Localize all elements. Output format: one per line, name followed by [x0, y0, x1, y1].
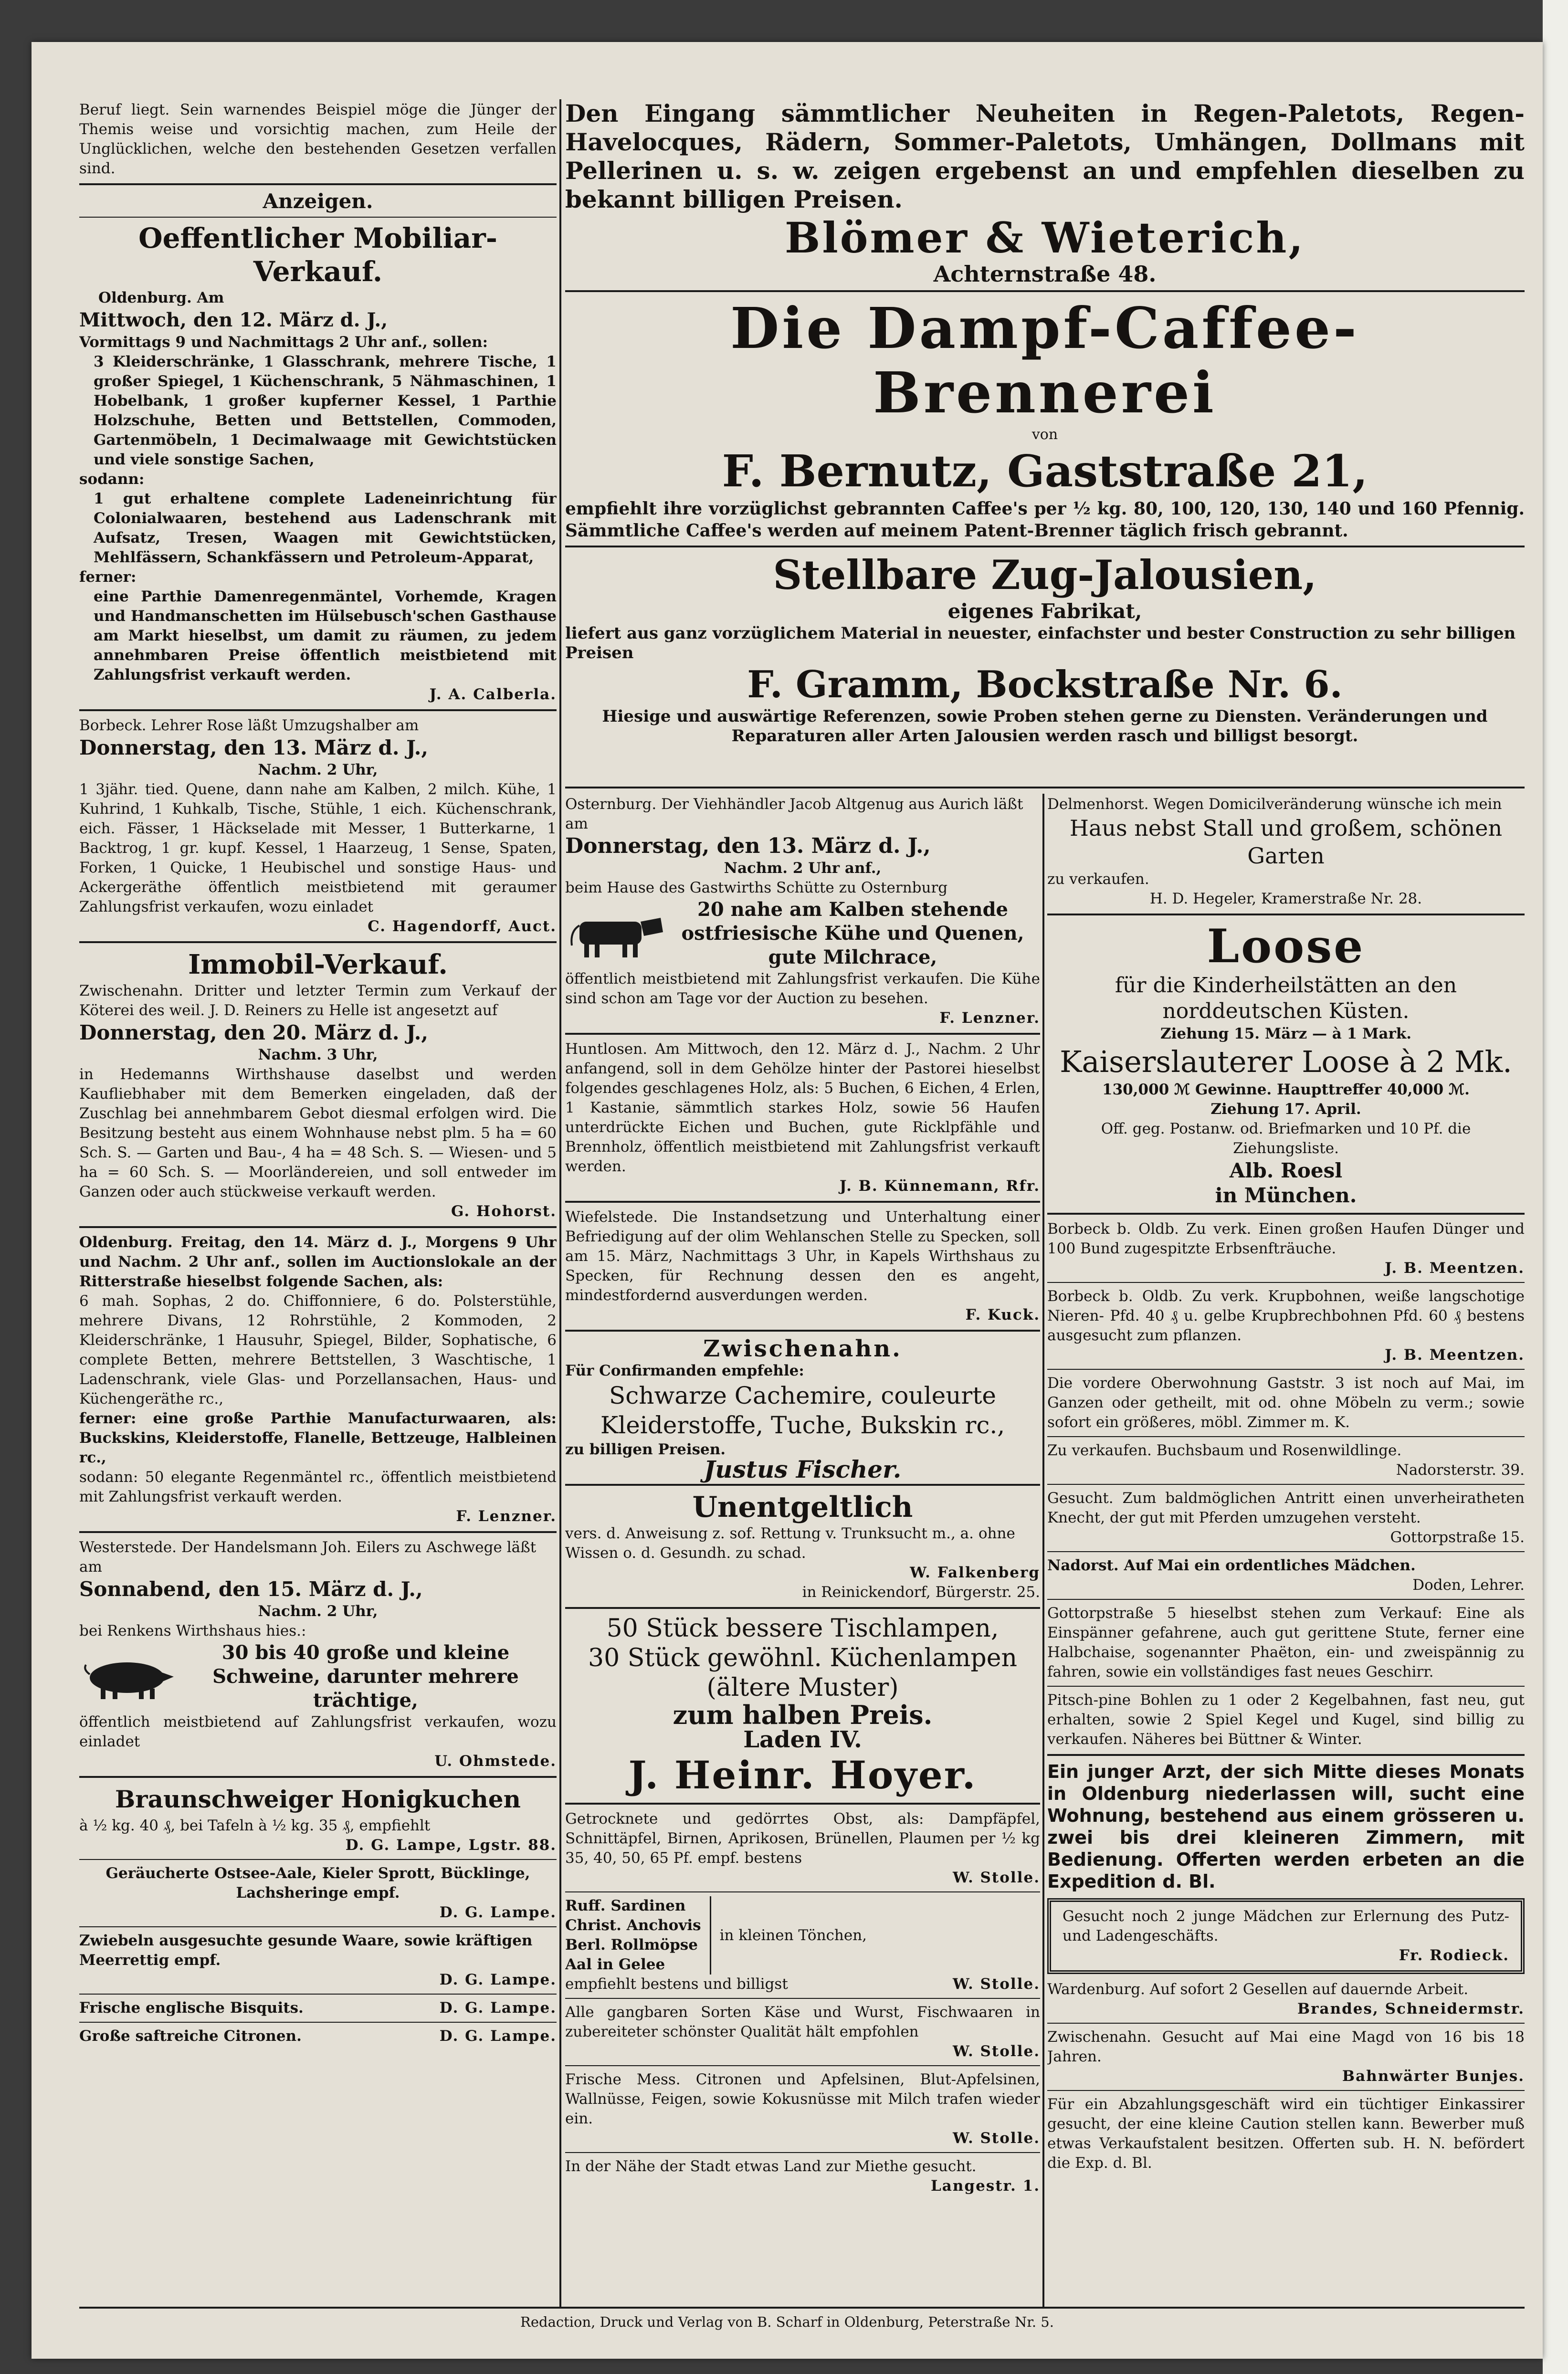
divider: [79, 1531, 557, 1533]
divider: [79, 183, 557, 185]
ad-signature: Fr. Rodieck.: [1399, 1947, 1509, 1964]
ad-signature: W. Stolle.: [952, 2043, 1040, 2060]
ad-lead: Für Confirmanden empfehle:: [565, 1362, 804, 1379]
ad-borbeck-rose: [79, 715, 557, 937]
ad-dampf-von: von: [1031, 426, 1058, 443]
ad-time: Nachm. 2 Uhr,: [258, 761, 378, 778]
column-rule: [559, 99, 561, 2307]
ad-buchsbaum: [1047, 1440, 1525, 1481]
pig-row: [79, 1641, 557, 1712]
ad-sodann: sodann: 50 elegante Regenmäntel rc., öffentlich meistbietend mit Zahlungsfrist verkauft werden.: [79, 1469, 557, 1505]
ad-signature: J. B. Künnemann, Rfr.: [839, 1177, 1040, 1195]
ad-citronen: [79, 2026, 557, 2047]
fisch-footer: [565, 1975, 1040, 1994]
ad-nadorst: [1047, 1555, 1525, 1596]
ad-signature: D. G. Lampe.: [439, 1904, 557, 1921]
divider: [565, 1201, 1040, 1203]
ad-signature: C. Hagendorff, Auct.: [368, 918, 557, 935]
ad-mobiliar: [79, 221, 557, 705]
ad-date: Sonnabend, den 15. März d. J.,: [79, 1577, 423, 1601]
ad-title: Braunschweiger Honigkuchen: [115, 1785, 521, 1813]
ad-gottorp: Gottorpstraße 5 hieselbst stehen zum Verkauf: Eine als Einspänner gefahrene, auch gut gerittene Stute, ferner eine Halbchaise, sogenannter Phaëton, ein- und zweispännig zu fahren, sowie ein vollständiges fast neues Geschirr.: [1047, 1605, 1525, 1681]
divider: [565, 1891, 1040, 1892]
ad-lead: Osternburg. Der Viehhändler Jacob Altgenug aus Aurich läßt am: [565, 796, 1023, 832]
ad-arzt: Ein junger Arzt, der sich Mitte dieses Monats in Oldenburg niederlassen will, sucht eine Wohnung, bestehend aus einem grösseren u. zwei bis drei kleineren Zimmern, mit Bedienung. Offerten werden erbeten an die Expedition d. Bl.: [1047, 1761, 1525, 1892]
divider: [565, 1803, 1040, 1805]
ad-obst: [565, 1808, 1040, 1889]
ad-dampf-name: F. Bernutz, Gaststraße 21,: [722, 445, 1368, 497]
ad-text: Zwiebeln ausgesuchte gesunde Waare, sowie kräftigen Meerrettig empf.: [79, 1932, 533, 1969]
ad-signature: D. G. Lampe.: [439, 2027, 557, 2045]
intro-text: Beruf liegt. Sein warnendes Beispiel möge die Jünger der Themis weise und vorsichtig machen, zum Heile der Unglücklichen, welche den bestehenden Gesetzen verfallen sind.: [79, 101, 557, 177]
ad-zwischenahn-fischer: [565, 1335, 1040, 1483]
fisch-side: in kleinen Tönchen,: [719, 1926, 867, 1944]
ad-zwischenahn-magd: [1047, 2027, 1525, 2087]
ad-wardenburg: [1047, 1979, 1525, 2020]
ad-signature: W. Stolle.: [952, 1869, 1040, 1886]
ad-rodieck: [1047, 1898, 1525, 1974]
divider: [565, 1484, 1040, 1486]
ad-text: Frische Mess. Citronen und Apfelsinen, Blut-Apfelsinen, Wallnüsse, Feigen, sowie Kokusnüsse mit Milch trafen wieder ein.: [565, 2071, 1040, 2127]
ad-lead: Oldenburg. Freitag, den 14. März d. J., Morgens 9 Uhr und Nachm. 2 Uhr anf., sollen im Auctionslokale an der Ritterstraße hieselbst folgende Sachen, als:: [79, 1234, 557, 1290]
ad-kaese: [565, 2002, 1040, 2062]
ad-items: 1 gut erhaltene complete Ladeneinrichtung für Colonialwaaren, bestehend aus Ladenschrank mit Aufsatz, Tresen, Waagen mit Gewichtstücken, Mehlfässern, Schankfässern und Petroleum-Apparat,: [94, 490, 557, 566]
ad-text: Delmenhorst. Wegen Domicilveränderung wünsche ich mein: [1047, 796, 1502, 813]
fisch-row: [565, 1896, 1040, 1975]
ad-signature: D. G. Lampe, Lgstr. 88.: [345, 1837, 557, 1854]
divider: [1047, 914, 1525, 915]
ad-text: Off. geg. Postanw. od. Briefmarken und 10 Pf. die Ziehungsliste.: [1101, 1120, 1471, 1157]
ad-westerstede: [79, 1537, 557, 1772]
divider: [565, 787, 1525, 788]
divider: [79, 709, 557, 711]
divider: [79, 941, 557, 943]
ad-text: zu verkaufen.: [1047, 871, 1149, 888]
ad-text: Zwischenahn. Gesucht auf Mai eine Magd von 16 bis 18 Jahren.: [1047, 2028, 1525, 2065]
anzeigen-heading: Anzeigen.: [263, 189, 373, 213]
divider: [79, 1859, 557, 1860]
divider: [1047, 1551, 1525, 1552]
ad-signature: Doden, Lehrer.: [1412, 1576, 1525, 1594]
fisch-list: [565, 1896, 711, 1975]
ad-date: Donnerstag, den 13. März d. J.,: [79, 736, 428, 759]
ad-loose: [1047, 919, 1525, 1209]
ad-lead: Borbeck. Lehrer Rose läßt Umzugshalber am: [79, 717, 419, 734]
ad-abzahlung: Für ein Abzahlungsgeschäft wird ein tüchtiger Einkassirer gesucht, der eine kleine Caution stellen kann. Bewerber muß etwas Verkaufstalent besitzen. Offerten sub. H. N. befördert die Exp. d. Bl.: [1047, 2096, 1525, 2172]
ad-signature: F. Lenzner.: [939, 1009, 1040, 1027]
ad-goods: Schwarze Cachemire, couleurte Kleiderstoffe, Tuche, Bukskin rc.,: [600, 1382, 1005, 1439]
ad-draw: Ziehung 17. April.: [1210, 1101, 1361, 1118]
ad-signature: J. A. Calberla.: [429, 686, 557, 703]
ad-time: Nachm. 3 Uhr,: [258, 1046, 378, 1063]
ad-items: 3 Kleiderschränke, 1 Glasschrank, mehrere Tische, 1 großer Spiegel, 1 Küchenschrank, 5 Nähmaschinen, 1 Hobelbank, 1 großer kupferner Kessel, 1 Parthie Holzschuhe, Betten und Bettstellen, Commoden, Gartenmöbeln, 1 Decimalwaage mit Gewichtstücken und viele sonstige Sachen,: [94, 353, 557, 468]
ad-hoyer: J. Heinr. Hoyer.: [628, 1753, 977, 1797]
divider: [565, 2065, 1040, 2066]
ad-citronen-stolle: [565, 2069, 1040, 2149]
ad-text: Gesucht. Zum baldmöglichen Antritt einen unverheiratheten Knecht, der gut mit Pferden umzugehen versteht.: [1047, 1490, 1525, 1526]
divider: [565, 290, 1525, 292]
ad-signature: Langestr. 1.: [930, 2177, 1040, 2195]
ad-text: öffentlich meistbietend mit Zahlungsfrist verkaufen. Die Kühe sind schon am Tage vor der Auction zu besehen.: [565, 970, 1040, 1007]
ad-line: zum halben Preis.: [673, 1700, 933, 1730]
ad-address: in Reinickendorf, Bürgerstr. 25.: [802, 1584, 1040, 1601]
ad-zwiebeln: [79, 1930, 557, 1991]
ad-roesl: Alb. Roesl: [1229, 1159, 1343, 1182]
column-right: [1047, 794, 1525, 2307]
ad-text: Nadorst. Auf Mai ein ordentliches Mädchen.: [1047, 1557, 1416, 1574]
ad-goods: 30 bis 40 große und kleine Schweine, darunter mehrere trächtige,: [212, 1641, 519, 1712]
ad-signature: Gottorpstraße 15.: [1390, 1529, 1525, 1546]
ad-fisch: [565, 1895, 1040, 1995]
ad-unentgeltlich: [565, 1490, 1040, 1603]
ad-text: Gesucht noch 2 junge Mädchen zur Erlernung des Putz- und Ladengeschäfts.: [1063, 1908, 1509, 1944]
ad-lead: Zwischenahn. Dritter und letzter Termin zum Verkauf der Köterei des weil. J. D. Reiners zu Helle ist angesetzt auf: [79, 982, 557, 1019]
ad-signature: Brandes, Schneidermstr.: [1297, 2000, 1525, 2017]
ad-place: beim Hause des Gastwirths Schütte zu Osternburg: [565, 879, 948, 896]
ad-signature: H. D. Hegeler, Kramerstraße Nr. 28.: [1149, 890, 1422, 907]
ad-delmenhorst: [1047, 794, 1525, 910]
ad-dampf-title: Die Dampf-Caffee-Brennerei: [730, 295, 1359, 426]
divider: [1047, 1369, 1525, 1370]
ad-text: Zu verkaufen. Buchsbaum und Rosenwildlinge.: [1047, 1442, 1402, 1459]
ad-osternburg: [565, 794, 1040, 1029]
ad-text: à ½ kg. 40 ₰, bei Tafeln à ½ kg. 35 ₰, empfiehlt: [79, 1817, 431, 1834]
ad-signature: Justus Fischer.: [704, 1455, 902, 1483]
ad-signature: W. Falkenberg: [910, 1564, 1040, 1581]
ad-bloemer-address: Achternstraße 48.: [933, 261, 1157, 287]
ad-text: Borbeck b. Oldb. Zu verk. Einen großen Haufen Dünger und 100 Bund zugespitzte Erbsenfträuche.: [1047, 1220, 1525, 1257]
ad-time: Nachm. 2 Uhr anf.,: [724, 860, 882, 877]
ad-aale: [79, 1863, 557, 1923]
ad-signature: D. G. Lampe.: [439, 1971, 557, 1988]
ad-title: Oeffentlicher Mobiliar-Verkauf.: [138, 222, 497, 288]
ad-text: Alle gangbaren Sorten Käse und Wurst, Fischwaaren in zubereiteter schönster Qualität hält empfohlen: [565, 2004, 1040, 2040]
ad-title: Immobil-Verkauf.: [188, 949, 448, 980]
cow-row: [565, 898, 1040, 969]
column-middle: [565, 794, 1040, 2307]
ad-city: in München.: [1215, 1184, 1357, 1207]
ad-jalousien-title: Stellbare Zug-Jalousien,: [773, 551, 1317, 599]
ad-title: Unentgeltlich: [692, 1491, 913, 1524]
ad-ferner: ferner:: [79, 568, 137, 586]
ad-text: Huntlosen. Am Mittwoch, den 12. März d. J., Nachm. 2 Uhr anfangend, soll in dem Gehölze hinter der Pastorei hieselbst folgendes geschlagenes Holz, als: 5 Buchen, 6 Eichen, 4 Erlen, 1 Kastanie, sämmtlich starkes Holz, sowie 56 Haufen unterdrückte Eichen und Buchen, gute Ricklpfähle und Brennholz, öffentlich meistbietend mit Zahlungsfrist verkauft werden.: [565, 1040, 1040, 1175]
ad-kaiserslautern: Kaiserslauterer Loose à 2 Mk.: [1060, 1044, 1512, 1079]
ad-time: Nachm. 2 Uhr,: [258, 1603, 378, 1620]
ad-price: zu billigen Preisen.: [565, 1441, 726, 1458]
pig-icon: [79, 1653, 175, 1701]
ad-text: Wiefelstede. Die Instandsetzung und Unterhaltung einer Befriedigung auf der olim Wehlanschen Stelle zu Specken, soll am 15. März, Nachmittags 3 Uhr, in Kapels Wirthshaus zu Specken, für Rechnung dessen den es angeht, mindestfordernd ausverdungen werden.: [565, 1208, 1040, 1304]
ad-text: Wardenburg. Auf sofort 2 Gesellen auf dauernde Arbeit.: [1047, 1981, 1469, 1998]
list-item: Ruff. Sardinen: [565, 1897, 686, 1914]
ad-huntlosen: [565, 1039, 1040, 1197]
ad-text: In der Nähe der Stadt etwas Land zur Miethe gesucht.: [565, 2158, 977, 2175]
ad-text: 6 mah. Sophas, 2 do. Chiffonniere, 6 do. Polsterstühle, mehrere Divans, 12 Rohrstühle, 2 Kommoden, 2 Kleiderschränke, 1 Hausuhr, Spiegel, Bilder, Sophatische, 6 complete Betten, mehrere Bettstellen, 3 Waschtische, 1 Ladenschrank, viele Glas- und Porzellansachen, Haus- und Küchengeräthe rc.,: [79, 1292, 557, 1408]
divider: [79, 1226, 557, 1228]
divider: [565, 1330, 1040, 1332]
ad-prize: 130,000 ℳ Gewinne. Haupttreffer 40,000 ℳ.: [1102, 1081, 1470, 1098]
ad-borbeck-bohnen: [1047, 1286, 1525, 1366]
ad-sub: für die Kinderheilstätten an den norddeutschen Küsten.: [1115, 973, 1457, 1023]
newspaper-page: [32, 42, 1543, 2359]
ad-line: 30 Stück gewöhnl. Küchenlampen: [588, 1644, 1017, 1672]
ad-place: Oldenburg. Am: [98, 289, 224, 306]
ad-line: (ältere Muster): [706, 1673, 899, 1702]
divider: [79, 1994, 557, 1995]
divider: [79, 217, 557, 218]
ad-text: Frische englische Bisquits.: [79, 1999, 304, 2017]
ad-oldenburg-auction: [79, 1232, 557, 1527]
ad-date: Donnerstag, den 20. März d. J.,: [79, 1021, 428, 1044]
ad-text: Borbeck b. Oldb. Zu verk. Krupbohnen, weiße langschotige Nieren- Pfd. 40 ₰ u. gelbe Krupbrechbohnen Pfd. 60 ₰ bestens ausgesucht zum pflanzen.: [1047, 1288, 1525, 1344]
ad-wiefelstede: [565, 1207, 1040, 1326]
ad-honigkuchen: [79, 1782, 557, 1856]
ad-time: Vormittags 9 und Nachmittags 2 Uhr anf., sollen:: [79, 334, 488, 351]
ad-text: vers. d. Anweisung z. sof. Rettung v. Trunksucht m., a. ohne Wissen o. d. Gesundh. zu schad.: [565, 1525, 1015, 1562]
divider: [565, 1033, 1040, 1035]
ad-jalousien-text: liefert aus ganz vorzüglichem Material in neuester, einfachster und bester Construction zu sehr billigen Preisen: [565, 624, 1516, 662]
ad-items: eine Parthie Damenregenmäntel, Vorhemde, Kragen und Handmanschetten im Hülsebusch'schen Gasthause am Markt hieselbst, um damit zu räumen, zu jedem annehmbaren Preise öffentlich meistbietend mit Zahlungsfrist verkauft werden.: [94, 588, 557, 683]
divider: [79, 2022, 557, 2023]
divider: [565, 546, 1525, 547]
ad-text: empfiehlt bestens und billigst: [565, 1975, 788, 1993]
ad-text: öffentlich meistbietend auf Zahlungsfrist verkaufen, wozu einladet: [79, 1713, 557, 1750]
ad-signature: U. Ohmstede.: [434, 1753, 557, 1770]
column-left: [79, 99, 557, 2307]
divider: [79, 1926, 557, 1927]
ad-date: Donnerstag, den 13. März d. J.,: [565, 834, 931, 858]
ad-immobil: [79, 947, 557, 1222]
divider: [1047, 1484, 1525, 1485]
ad-date: Mittwoch, den 12. März d. J.,: [79, 309, 388, 331]
ad-text: Große saftreiche Citronen.: [79, 2027, 302, 2045]
ad-jalousien-text2: Hiesige und auswärtige Referenzen, sowie Proben stehen gerne zu Diensten. Veränderungen und Reparaturen aller Arten Jalousien werden rasch und billigst besorgt.: [602, 707, 1488, 746]
ad-title: Loose: [1207, 919, 1365, 973]
list-item: Berl. Rollmöpse: [565, 1936, 698, 1954]
divider: [1047, 1754, 1525, 1756]
top-ads: [565, 99, 1525, 791]
ad-goods: Haus nebst Stall und großem, schönen Garten: [1069, 815, 1503, 869]
divider: [565, 2152, 1040, 2153]
ad-jalousien-sub: eigenes Fabrikat,: [947, 599, 1142, 623]
ad-signature: Nadorsterstr. 39.: [1396, 1461, 1525, 1479]
ad-signature: F. Lenzner.: [456, 1508, 557, 1525]
imprint: Redaction, Druck und Verlag von B. Scharf in Oldenburg, Peterstraße Nr. 5.: [520, 2314, 1054, 2330]
list-item: Aal in Gelee: [565, 1956, 665, 1973]
ad-draw: Ziehung 15. März — à 1 Mark.: [1160, 1025, 1412, 1042]
ad-signature: D. G. Lampe.: [439, 1999, 557, 2017]
ad-text: Getrocknete und gedörrtes Obst, als: Dampfäpfel, Schnittäpfel, Birnen, Aprikosen, Brünellen, Plaumen per ½ kg 35, 40, 50, 65 Pf. empf. bestens: [565, 1810, 1040, 1867]
ad-text: in Hedemanns Wirthshause daselbst und werden Kaufliebhaber mit dem Bemerken eingeladen, daß der Zuschlag bei annehmbarem Gebot diesmal erfolgen wird. Die Besitzung besteht aus einem Wohnhause nebst plm. 5 ha = 60 Sch. S. — Garten und Bau-, 4 ha = 48 Sch. S. — Wiesen- und 5 ha = 60 Sch. S. — Moorländereien, und soll entweder im Ganzen oder auch stückweise verkauft werden.: [79, 1066, 557, 1200]
ad-oberwohnung: Die vordere Oberwohnung Gaststr. 3 ist noch auf Mai, im Ganzen oder getheilt, mit od. ohne Möbeln zu verm.; sowie sofort ein größeres, möbl. Zimmer m. K.: [1047, 1375, 1525, 1431]
ad-land: [565, 2156, 1040, 2197]
ad-signature: Bahnwärter Bunjes.: [1342, 2068, 1525, 2085]
divider: [1047, 1599, 1525, 1600]
ad-title: Zwischenahn.: [703, 1335, 902, 1362]
divider: [1047, 1282, 1525, 1283]
divider: [1047, 1686, 1525, 1687]
ad-bloemer-name: Blömer & Wieterich,: [784, 213, 1305, 263]
ad-sodann: sodann:: [79, 471, 145, 488]
ad-lampen: [565, 1613, 1040, 1799]
page-edge: [1543, 0, 1568, 2374]
divider: [79, 1776, 557, 1778]
divider: [1047, 2023, 1525, 2024]
column-rule: [1042, 794, 1044, 2307]
divider: [1047, 1213, 1525, 1215]
ad-regen: Den Eingang sämmtlicher Neuheiten in Regen-Paletots, Regen-Havelocques, Rädern, Sommer-Paletots, Umhängen, Dollmans mit Pellerinen u. s. w. zeigen ergebenst an und empfehlen dieselben zu bekannt billigen Preisen.: [565, 99, 1525, 213]
divider: [79, 2307, 1525, 2309]
ad-bisquits: [79, 1997, 557, 2019]
ad-signature: J. B. Meentzen.: [1385, 1346, 1525, 1364]
divider: [1047, 2090, 1525, 2091]
ad-signature: J. B. Meentzen.: [1385, 1260, 1525, 1277]
ad-line: 50 Stück bessere Tischlampen,: [606, 1614, 999, 1643]
ad-text: Geräucherte Ostsee-Aale, Kieler Sprott, Bücklinge, Lachsheringe empf.: [105, 1865, 530, 1901]
ad-lead: Westerstede. Der Handelsmann Joh. Eilers zu Aschwege läßt am: [79, 1539, 537, 1576]
divider: [565, 1998, 1040, 1999]
divider: [1047, 1436, 1525, 1437]
ad-signature: G. Hohorst.: [451, 1203, 557, 1220]
ad-dampf-text: empfiehlt ihre vorzüglichst gebrannten Caffee's per ½ kg. 80, 100, 120, 130, 140 und 160 Pfennig. Sämmtliche Caffee's werden auf meinem Patent-Brenner täglich frisch gebrannt.: [565, 499, 1525, 541]
ad-text: 1 3jähr. tied. Quene, dann nahe am Kalben, 2 milch. Kühe, 1 Kuhrind, 1 Kuhkalb, Tische, Stühle, 1 eich. Küchenschrank, eich. Fässer, 1 Häckselade mit Messer, 1 Butterkarne, 1 Backtrog, 1 gr. kupf. Kessel, 1 Haarzeug, 1 Sense, Spaten, Forken, 1 Quicke, 1 Heubischel und sonstige Haus- und Ackergeräthe öffentlich meistbietend mit geraumer Zahlungsfrist verkaufen, wozu einladet: [79, 781, 557, 915]
ad-ferner: ferner: eine große Parthie Manufacturwaaren, als: Buckskins, Kleiderstoffe, Flanelle, Bettzeuge, Halbleinen rc.,: [79, 1410, 557, 1466]
ad-borbeck-duenger: [1047, 1219, 1525, 1279]
ad-signature: W. Stolle.: [952, 1975, 1040, 1993]
ad-knecht: [1047, 1488, 1525, 1548]
ad-signature: F. Kuck.: [965, 1306, 1040, 1324]
ad-line: Laden IV.: [743, 1726, 862, 1753]
ad-gramm: F. Gramm, Bockstraße Nr. 6.: [747, 663, 1343, 706]
cow-icon: [565, 907, 665, 960]
ad-signature: W. Stolle.: [952, 2130, 1040, 2147]
ad-place: bei Renkens Wirthshaus hies.:: [79, 1622, 306, 1639]
ad-goods: 20 nahe am Kalben stehende ostfriesische Kühe und Quenen, gute Milchrace,: [681, 898, 1024, 968]
divider: [565, 1607, 1040, 1609]
ad-pitsch-pine: Pitsch-pine Bohlen zu 1 oder 2 Kegelbahnen, fast neu, gut erhalten, sowie 2 Spiel Kegel und Kugel, sind billig zu verkaufen. Näheres bei Büttner & Winter.: [1047, 1691, 1525, 1748]
list-item: Christ. Anchovis: [565, 1917, 701, 1934]
